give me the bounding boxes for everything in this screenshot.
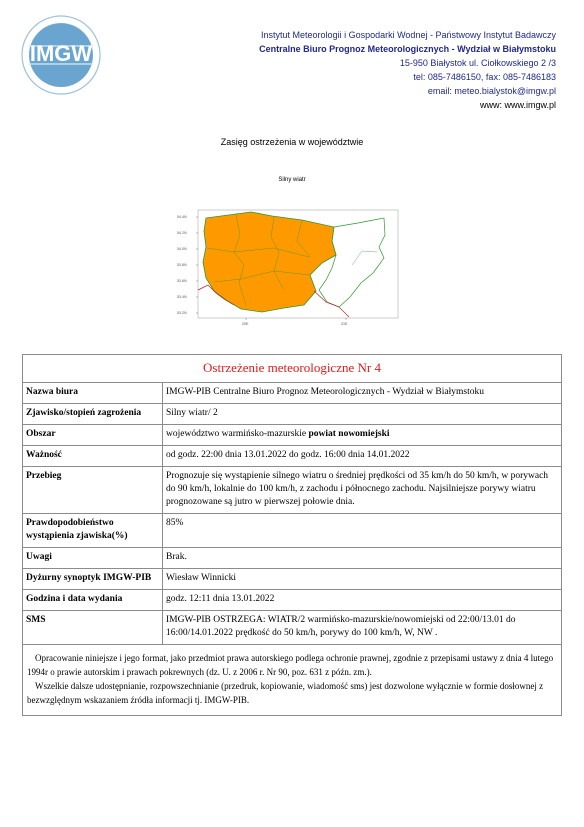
office-www: www: www.imgw.pl bbox=[479, 100, 556, 110]
table-row bbox=[23, 446, 562, 467]
institute-info bbox=[259, 28, 556, 112]
area-region: województwo warmińsko-mazurskie bbox=[166, 429, 309, 439]
lat-label: 54.4N bbox=[177, 215, 187, 219]
row-label: Uwagi bbox=[23, 548, 163, 569]
office-email: email: meteo.bialystok@imgw.pl bbox=[427, 86, 556, 96]
row-value: Wiesław Winnicki bbox=[163, 569, 562, 590]
row-label: SMS bbox=[23, 611, 163, 645]
warning-table bbox=[22, 354, 562, 716]
lat-label: 54.0N bbox=[177, 247, 187, 251]
row-value: godz. 12:11 dnia 13.01.2022 bbox=[163, 590, 562, 611]
office-phone: tel: 085-7486150, fax: 085-7486183 bbox=[413, 72, 556, 82]
lon-label: 20E bbox=[242, 322, 249, 326]
copyright-line: Opracowanie niniejsze i jego format, jako przedmiot prawa autorskiego podlega ochronie prawnej, zgodnie z przepisami ustawy z dnia 4 lutego 1994r o prawie autorskim i prawach pokrewnych (dz. U. z 2006 r. Nr 90, poz. 631 z późn. zm.). bbox=[27, 653, 554, 677]
table-row bbox=[23, 548, 562, 569]
lat-label: 53.4N bbox=[177, 295, 187, 299]
row-label: Zjawisko/stopień zagrożenia bbox=[23, 404, 163, 425]
logo-text: IMGW bbox=[29, 41, 93, 66]
table-row bbox=[23, 404, 562, 425]
warning-title: Ostrzeżenie meteorologiczne Nr 4 bbox=[23, 355, 562, 383]
table-row bbox=[23, 514, 562, 548]
map-subtitle: Silny wiatr bbox=[278, 177, 306, 183]
row-value: Silny wiatr/ 2 bbox=[163, 404, 562, 425]
row-label: Ważność bbox=[23, 446, 163, 467]
row-label: Przebieg bbox=[23, 467, 163, 514]
lon-label: 21E bbox=[341, 322, 348, 326]
row-value-area bbox=[163, 425, 562, 446]
office-address: 15-950 Białystok ul. Ciołkowskiego 2 /3 bbox=[399, 58, 556, 68]
row-value: IMGW-PIB Centralne Biuro Prognoz Meteorologicznych - Wydział w Białymstoku bbox=[163, 383, 562, 404]
institute-name: Instytut Meteorologii i Gospodarki Wodnej - Państwowy Instytut Badawczy bbox=[261, 30, 556, 40]
row-label: Godzina i data wydania bbox=[23, 590, 163, 611]
lat-label: 53.2N bbox=[177, 311, 187, 315]
copyright-line: Wszelkie dalsze udostępnianie, rozpowszechnianie (przedruk, kopiowanie, wiadomość sms) jest dozwolone wyłącznie w formie dosłownej z bezwzględnym wskazaniem źródła informacji tj. IMGW-PIB. bbox=[27, 681, 544, 705]
row-label: Dyżurny synoptyk IMGW-PIB bbox=[23, 569, 163, 590]
row-value: Prognozuje się wystąpienie silnego wiatru o średniej prędkości od 35 km/h do 50 km/h, w porywach do 90 km/h, lokalnie do 100 km/h, z zachodu i północnego zachodu. Najsilniejsze porywy wiatru prognozowane są jutro w pierwszej połowie dnia. bbox=[163, 467, 562, 514]
table-row bbox=[23, 383, 562, 404]
office-name: Centralne Biuro Prognoz Meteorologicznych - Wydział w Białymstoku bbox=[259, 44, 556, 54]
table-title-row bbox=[23, 355, 562, 383]
row-label: Prawdopodobieństwo wystąpienia zjawiska(%) bbox=[23, 514, 163, 548]
lat-label: 54.2N bbox=[177, 231, 187, 235]
footer-row bbox=[23, 645, 562, 716]
lat-label: 53.6N bbox=[177, 279, 187, 283]
area-county: powiat nowomiejski bbox=[308, 429, 390, 439]
row-label: Nazwa biura bbox=[23, 383, 163, 404]
copyright-notice bbox=[23, 645, 562, 716]
table-row bbox=[23, 425, 562, 446]
table-row bbox=[23, 467, 562, 514]
map-title: Zasięg ostrzeżenia w województwie bbox=[220, 137, 364, 147]
warning-map bbox=[176, 205, 401, 330]
table-row bbox=[23, 590, 562, 611]
row-value: IMGW-PIB OSTRZEGA: WIATR/2 warmińsko-mazurskie/nowomiejski od 22:00/13.01 do 16:00/14.01.2022 prędkość do 50 km/h, porywy do 100 km/h, W, NW . bbox=[163, 611, 562, 645]
table-row bbox=[23, 569, 562, 590]
row-label: Obszar bbox=[23, 425, 163, 446]
table-row bbox=[23, 611, 562, 645]
lat-label: 53.8N bbox=[177, 263, 187, 267]
row-value: Brak. bbox=[163, 548, 562, 569]
row-value: 85% bbox=[163, 514, 562, 548]
row-value: od godz. 22:00 dnia 13.01.2022 do godz. 16:00 dnia 14.01.2022 bbox=[163, 446, 562, 467]
imgw-logo bbox=[20, 14, 102, 96]
